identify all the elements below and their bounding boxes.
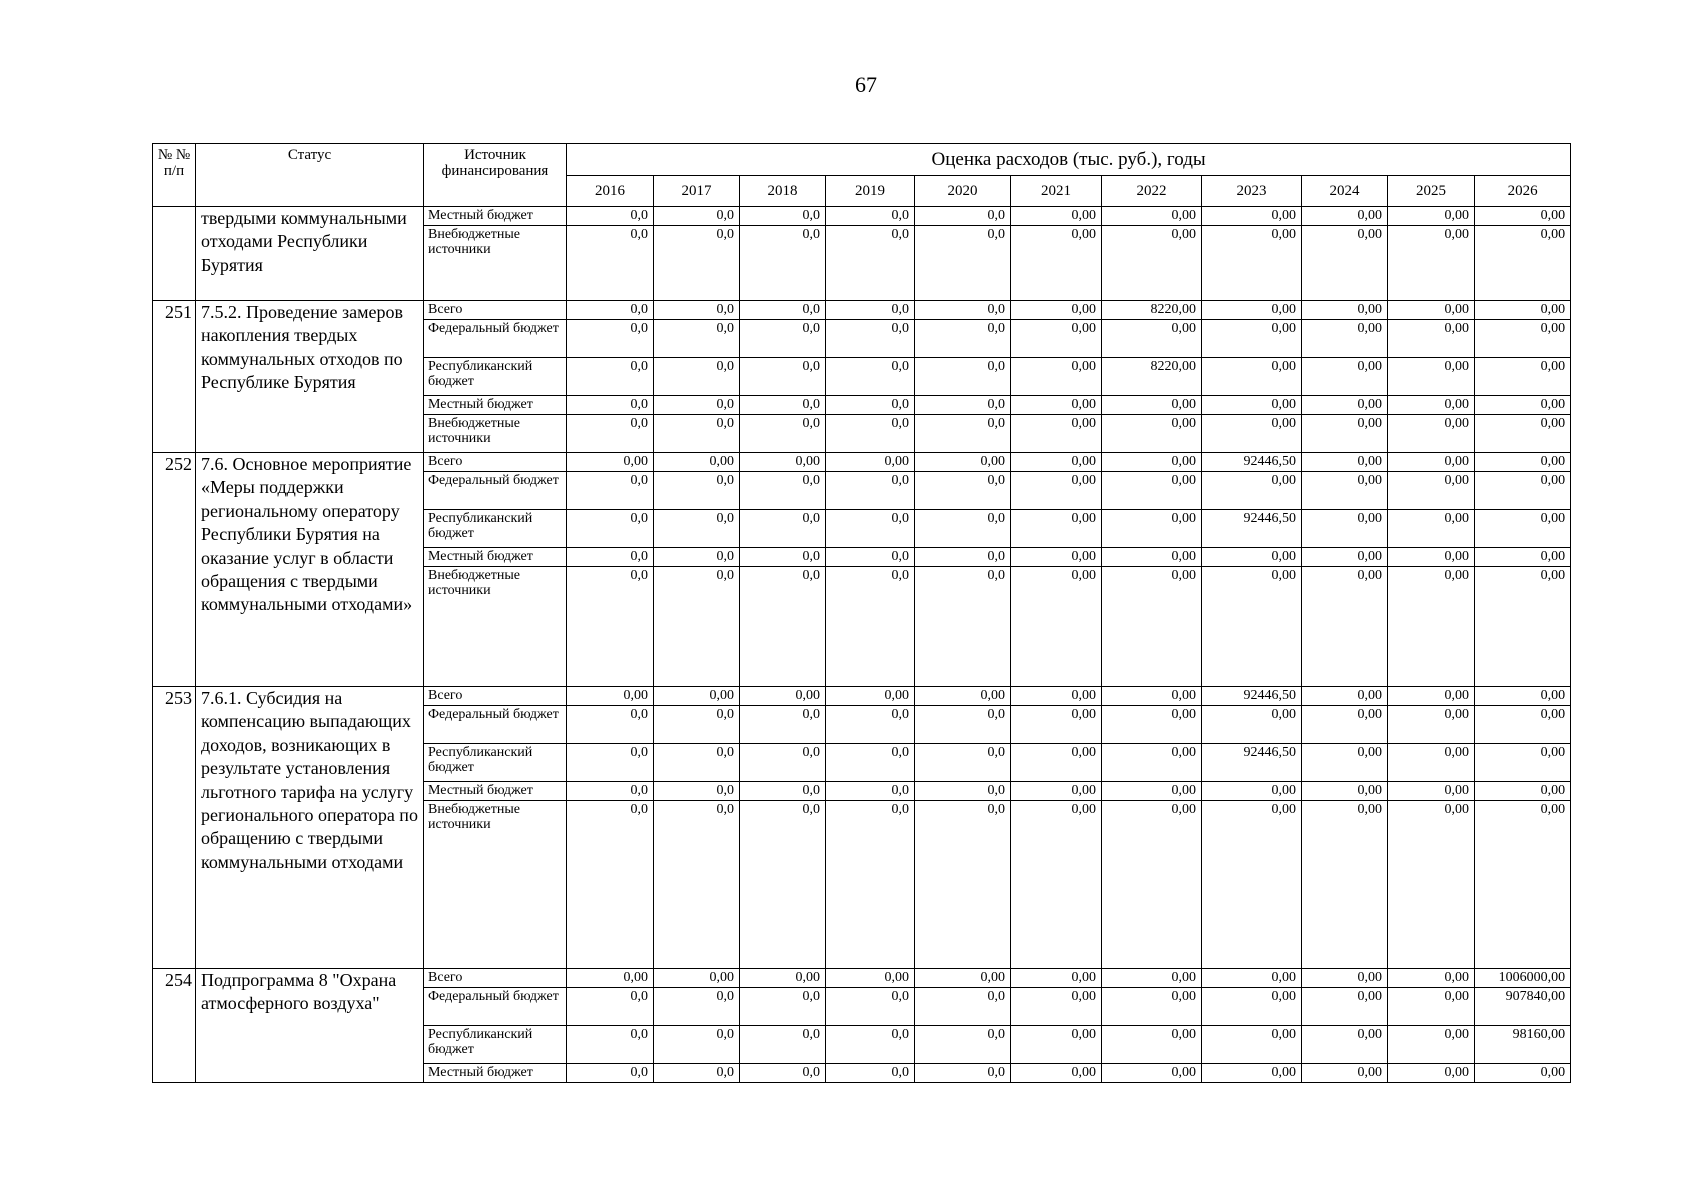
funding-source: Федеральный бюджет bbox=[424, 706, 567, 744]
value-cell: 0,0 bbox=[915, 988, 1011, 1026]
value-cell: 0,0 bbox=[740, 226, 826, 301]
value-cell: 0,0 bbox=[915, 1064, 1011, 1083]
value-cell: 98160,00 bbox=[1475, 1026, 1571, 1064]
funding-source: Внебюджетные источники bbox=[424, 415, 567, 453]
table-header bbox=[153, 144, 1571, 207]
value-cell: 0,00 bbox=[1475, 567, 1571, 687]
funding-source: Внебюджетные источники bbox=[424, 567, 567, 687]
status-cell: Подпрограмма 8 "Охрана атмосферного воздуха" bbox=[196, 969, 424, 1083]
value-cell: 0,00 bbox=[1388, 801, 1475, 969]
value-cell: 0,0 bbox=[740, 301, 826, 320]
value-cell: 0,00 bbox=[1302, 1064, 1388, 1083]
header-year: 2022 bbox=[1102, 176, 1202, 207]
value-cell: 0,0 bbox=[567, 358, 654, 396]
value-cell: 0,00 bbox=[1388, 744, 1475, 782]
value-cell: 0,0 bbox=[915, 415, 1011, 453]
value-cell: 0,0 bbox=[826, 1026, 915, 1064]
value-cell: 0,0 bbox=[826, 706, 915, 744]
header-year: 2018 bbox=[740, 176, 826, 207]
value-cell: 92446,50 bbox=[1202, 510, 1302, 548]
value-cell: 0,00 bbox=[1011, 548, 1102, 567]
value-cell: 0,00 bbox=[1011, 744, 1102, 782]
value-cell: 0,00 bbox=[1388, 415, 1475, 453]
value-cell: 0,00 bbox=[1302, 207, 1388, 226]
value-cell: 0,00 bbox=[915, 453, 1011, 472]
value-cell: 0,0 bbox=[740, 988, 826, 1026]
value-cell: 0,0 bbox=[654, 782, 740, 801]
value-cell: 0,0 bbox=[654, 706, 740, 744]
value-cell: 0,00 bbox=[1388, 687, 1475, 706]
value-cell: 0,0 bbox=[654, 320, 740, 358]
value-cell: 0,00 bbox=[1302, 969, 1388, 988]
value-cell: 0,00 bbox=[1302, 567, 1388, 687]
value-cell: 0,00 bbox=[1102, 1026, 1202, 1064]
value-cell: 0,0 bbox=[740, 567, 826, 687]
status-cell: 7.6.1. Субсидия на компенсацию выпадающих доходов, возникающих в результате установления льготного тарифа на услугу регионального оператора по обращению с твердыми коммунальными отходами bbox=[196, 687, 424, 969]
value-cell: 0,0 bbox=[915, 358, 1011, 396]
value-cell: 0,0 bbox=[567, 320, 654, 358]
value-cell: 0,0 bbox=[654, 396, 740, 415]
value-cell: 0,00 bbox=[1011, 988, 1102, 1026]
value-cell: 0,00 bbox=[1202, 548, 1302, 567]
value-cell: 0,0 bbox=[740, 782, 826, 801]
value-cell: 0,00 bbox=[1388, 358, 1475, 396]
value-cell: 0,00 bbox=[1102, 453, 1202, 472]
value-cell: 0,00 bbox=[1102, 988, 1202, 1026]
value-cell: 0,0 bbox=[654, 988, 740, 1026]
funding-source: Всего bbox=[424, 301, 567, 320]
row-number: 254 bbox=[153, 969, 196, 1083]
funding-source: Республиканский бюджет bbox=[424, 1026, 567, 1064]
value-cell: 0,00 bbox=[1011, 687, 1102, 706]
value-cell: 0,00 bbox=[1202, 396, 1302, 415]
value-cell: 0,00 bbox=[1202, 358, 1302, 396]
value-cell: 0,00 bbox=[1475, 510, 1571, 548]
row-number: 253 bbox=[153, 687, 196, 969]
value-cell: 0,00 bbox=[1011, 969, 1102, 988]
value-cell: 0,0 bbox=[567, 1064, 654, 1083]
table-body bbox=[153, 207, 1571, 1083]
value-cell: 0,00 bbox=[1475, 226, 1571, 301]
value-cell: 0,0 bbox=[740, 320, 826, 358]
value-cell: 0,00 bbox=[1475, 207, 1571, 226]
value-cell: 0,00 bbox=[1011, 226, 1102, 301]
value-cell: 0,00 bbox=[1388, 472, 1475, 510]
header-source: Источник финансирования bbox=[424, 144, 567, 207]
value-cell: 0,0 bbox=[740, 396, 826, 415]
value-cell: 0,00 bbox=[1302, 1026, 1388, 1064]
value-cell: 0,0 bbox=[654, 1064, 740, 1083]
value-cell: 0,0 bbox=[826, 988, 915, 1026]
value-cell: 0,00 bbox=[1302, 706, 1388, 744]
value-cell: 0,00 bbox=[1102, 782, 1202, 801]
value-cell: 0,00 bbox=[1011, 396, 1102, 415]
value-cell: 0,00 bbox=[1011, 301, 1102, 320]
value-cell: 0,00 bbox=[1475, 396, 1571, 415]
value-cell: 0,00 bbox=[1475, 415, 1571, 453]
value-cell: 0,00 bbox=[1388, 706, 1475, 744]
value-cell: 0,00 bbox=[1388, 207, 1475, 226]
value-cell: 0,00 bbox=[1011, 207, 1102, 226]
value-cell: 0,00 bbox=[1475, 1064, 1571, 1083]
value-cell: 0,0 bbox=[654, 510, 740, 548]
value-cell: 0,00 bbox=[1202, 207, 1302, 226]
value-cell: 0,0 bbox=[915, 396, 1011, 415]
value-cell: 0,00 bbox=[1011, 567, 1102, 687]
funding-source: Республиканский бюджет bbox=[424, 510, 567, 548]
value-cell: 0,0 bbox=[915, 472, 1011, 510]
value-cell: 0,00 bbox=[1302, 548, 1388, 567]
value-cell: 0,0 bbox=[740, 1026, 826, 1064]
value-cell: 0,00 bbox=[1388, 782, 1475, 801]
value-cell: 0,00 bbox=[1302, 226, 1388, 301]
funding-source: Федеральный бюджет bbox=[424, 988, 567, 1026]
value-cell: 0,0 bbox=[826, 415, 915, 453]
value-cell: 0,0 bbox=[915, 782, 1011, 801]
header-year: 2026 bbox=[1475, 176, 1571, 207]
value-cell: 0,00 bbox=[1202, 415, 1302, 453]
value-cell: 0,00 bbox=[1388, 453, 1475, 472]
value-cell: 0,00 bbox=[1102, 1064, 1202, 1083]
value-cell: 0,00 bbox=[1302, 320, 1388, 358]
value-cell: 0,00 bbox=[1102, 687, 1202, 706]
funding-source: Внебюджетные источники bbox=[424, 801, 567, 969]
funding-source: Всего bbox=[424, 453, 567, 472]
value-cell: 0,00 bbox=[1102, 510, 1202, 548]
value-cell: 0,00 bbox=[1475, 687, 1571, 706]
value-cell: 0,00 bbox=[1302, 472, 1388, 510]
value-cell: 0,00 bbox=[915, 969, 1011, 988]
value-cell: 0,0 bbox=[567, 706, 654, 744]
value-cell: 0,0 bbox=[826, 207, 915, 226]
value-cell: 0,0 bbox=[740, 801, 826, 969]
value-cell: 0,00 bbox=[1475, 453, 1571, 472]
value-cell: 0,0 bbox=[567, 782, 654, 801]
value-cell: 0,00 bbox=[1102, 706, 1202, 744]
value-cell: 0,0 bbox=[567, 226, 654, 301]
value-cell: 0,0 bbox=[826, 226, 915, 301]
value-cell: 0,00 bbox=[1102, 801, 1202, 969]
value-cell: 0,0 bbox=[567, 548, 654, 567]
value-cell: 0,0 bbox=[826, 548, 915, 567]
value-cell: 0,0 bbox=[654, 744, 740, 782]
value-cell: 0,00 bbox=[1388, 226, 1475, 301]
table-row bbox=[153, 453, 1571, 472]
value-cell: 0,00 bbox=[1388, 567, 1475, 687]
value-cell: 0,00 bbox=[654, 453, 740, 472]
header-year: 2021 bbox=[1011, 176, 1102, 207]
value-cell: 92446,50 bbox=[1202, 744, 1302, 782]
value-cell: 0,0 bbox=[654, 548, 740, 567]
value-cell: 0,00 bbox=[1102, 415, 1202, 453]
value-cell: 0,0 bbox=[826, 567, 915, 687]
value-cell: 0,0 bbox=[567, 744, 654, 782]
funding-source: Республиканский бюджет bbox=[424, 358, 567, 396]
value-cell: 0,0 bbox=[915, 226, 1011, 301]
value-cell: 0,00 bbox=[1011, 782, 1102, 801]
value-cell: 0,00 bbox=[654, 687, 740, 706]
value-cell: 0,00 bbox=[1202, 706, 1302, 744]
value-cell: 0,0 bbox=[826, 320, 915, 358]
value-cell: 0,00 bbox=[1102, 207, 1202, 226]
value-cell: 0,0 bbox=[654, 567, 740, 687]
value-cell: 0,00 bbox=[1388, 988, 1475, 1026]
header-year: 2025 bbox=[1388, 176, 1475, 207]
value-cell: 0,00 bbox=[1475, 358, 1571, 396]
value-cell: 0,00 bbox=[1388, 969, 1475, 988]
header-number: № № п/п bbox=[153, 144, 196, 207]
row-number: 252 bbox=[153, 453, 196, 687]
value-cell: 0,0 bbox=[826, 510, 915, 548]
value-cell: 0,00 bbox=[1302, 453, 1388, 472]
value-cell: 0,0 bbox=[740, 744, 826, 782]
value-cell: 0,00 bbox=[1475, 472, 1571, 510]
value-cell: 0,00 bbox=[1475, 320, 1571, 358]
value-cell: 0,0 bbox=[654, 1026, 740, 1064]
value-cell: 0,00 bbox=[1202, 472, 1302, 510]
value-cell: 0,00 bbox=[1202, 320, 1302, 358]
funding-source: Местный бюджет bbox=[424, 1064, 567, 1083]
value-cell: 0,0 bbox=[740, 415, 826, 453]
table-row bbox=[153, 207, 1571, 226]
value-cell: 0,00 bbox=[1302, 782, 1388, 801]
value-cell: 0,00 bbox=[1302, 358, 1388, 396]
value-cell: 0,00 bbox=[1202, 567, 1302, 687]
value-cell: 0,00 bbox=[1102, 320, 1202, 358]
value-cell: 0,0 bbox=[915, 510, 1011, 548]
header-year: 2020 bbox=[915, 176, 1011, 207]
funding-source: Местный бюджет bbox=[424, 548, 567, 567]
value-cell: 0,00 bbox=[1475, 782, 1571, 801]
value-cell: 907840,00 bbox=[1475, 988, 1571, 1026]
value-cell: 0,00 bbox=[1011, 801, 1102, 969]
value-cell: 0,00 bbox=[654, 969, 740, 988]
value-cell: 0,0 bbox=[915, 320, 1011, 358]
value-cell: 0,00 bbox=[1388, 548, 1475, 567]
value-cell: 0,00 bbox=[826, 969, 915, 988]
value-cell: 0,0 bbox=[826, 1064, 915, 1083]
value-cell: 0,00 bbox=[826, 453, 915, 472]
value-cell: 0,00 bbox=[1011, 453, 1102, 472]
value-cell: 0,00 bbox=[1202, 301, 1302, 320]
value-cell: 0,00 bbox=[1202, 801, 1302, 969]
value-cell: 0,00 bbox=[1302, 744, 1388, 782]
funding-source: Местный бюджет bbox=[424, 207, 567, 226]
value-cell: 0,00 bbox=[826, 687, 915, 706]
value-cell: 0,00 bbox=[1475, 801, 1571, 969]
value-cell: 0,00 bbox=[1011, 415, 1102, 453]
value-cell: 0,00 bbox=[1302, 510, 1388, 548]
value-cell: 0,0 bbox=[567, 415, 654, 453]
value-cell: 0,0 bbox=[740, 510, 826, 548]
value-cell: 0,00 bbox=[1011, 706, 1102, 744]
header-expenditure-title: Оценка расходов (тыс. руб.), годы bbox=[567, 144, 1571, 176]
header-status: Статус bbox=[196, 144, 424, 207]
value-cell: 0,00 bbox=[1302, 687, 1388, 706]
table-row bbox=[153, 969, 1571, 988]
funding-source: Всего bbox=[424, 969, 567, 988]
value-cell: 0,0 bbox=[915, 801, 1011, 969]
value-cell: 0,0 bbox=[567, 207, 654, 226]
value-cell: 0,0 bbox=[826, 301, 915, 320]
value-cell: 0,0 bbox=[654, 415, 740, 453]
value-cell: 0,0 bbox=[915, 567, 1011, 687]
value-cell: 0,00 bbox=[1102, 567, 1202, 687]
value-cell: 0,00 bbox=[740, 969, 826, 988]
value-cell: 0,00 bbox=[1302, 415, 1388, 453]
value-cell: 0,00 bbox=[740, 453, 826, 472]
value-cell: 0,00 bbox=[567, 969, 654, 988]
value-cell: 0,00 bbox=[1202, 782, 1302, 801]
value-cell: 0,00 bbox=[1202, 1064, 1302, 1083]
value-cell: 0,0 bbox=[567, 801, 654, 969]
value-cell: 0,0 bbox=[654, 358, 740, 396]
value-cell: 0,00 bbox=[1202, 969, 1302, 988]
header-year: 2023 bbox=[1202, 176, 1302, 207]
funding-source: Республиканский бюджет bbox=[424, 744, 567, 782]
funding-source: Местный бюджет bbox=[424, 782, 567, 801]
value-cell: 0,0 bbox=[915, 548, 1011, 567]
value-cell: 0,00 bbox=[1302, 801, 1388, 969]
funding-source: Местный бюджет bbox=[424, 396, 567, 415]
value-cell: 0,0 bbox=[826, 358, 915, 396]
value-cell: 0,00 bbox=[1475, 548, 1571, 567]
value-cell: 0,00 bbox=[1388, 1026, 1475, 1064]
value-cell: 92446,50 bbox=[1202, 453, 1302, 472]
funding-source: Всего bbox=[424, 687, 567, 706]
value-cell: 0,0 bbox=[567, 1026, 654, 1064]
expenditure-table bbox=[152, 143, 1571, 1083]
value-cell: 0,00 bbox=[1475, 744, 1571, 782]
value-cell: 0,00 bbox=[1102, 226, 1202, 301]
value-cell: 0,0 bbox=[654, 301, 740, 320]
value-cell: 0,0 bbox=[567, 472, 654, 510]
value-cell: 0,0 bbox=[567, 567, 654, 687]
value-cell: 0,00 bbox=[567, 453, 654, 472]
value-cell: 0,00 bbox=[1202, 1026, 1302, 1064]
value-cell: 0,0 bbox=[826, 801, 915, 969]
table-row bbox=[153, 687, 1571, 706]
status-cell: 7.6. Основное мероприятие «Меры поддержки региональному оператору Республики Бурятия на оказание услуг в области обращения с твердыми коммунальными отходами» bbox=[196, 453, 424, 687]
value-cell: 0,0 bbox=[740, 548, 826, 567]
value-cell: 0,0 bbox=[826, 396, 915, 415]
value-cell: 0,0 bbox=[654, 226, 740, 301]
value-cell: 0,0 bbox=[654, 472, 740, 510]
header-year: 2016 bbox=[567, 176, 654, 207]
value-cell: 0,00 bbox=[1302, 396, 1388, 415]
header-year: 2017 bbox=[654, 176, 740, 207]
value-cell: 0,0 bbox=[915, 207, 1011, 226]
header-year: 2024 bbox=[1302, 176, 1388, 207]
value-cell: 0,0 bbox=[915, 301, 1011, 320]
value-cell: 0,00 bbox=[1388, 510, 1475, 548]
value-cell: 0,0 bbox=[740, 207, 826, 226]
value-cell: 0,00 bbox=[915, 687, 1011, 706]
value-cell: 0,00 bbox=[1202, 988, 1302, 1026]
value-cell: 0,00 bbox=[1388, 396, 1475, 415]
value-cell: 0,00 bbox=[1011, 1064, 1102, 1083]
value-cell: 0,00 bbox=[1011, 472, 1102, 510]
value-cell: 0,0 bbox=[915, 1026, 1011, 1064]
value-cell: 0,00 bbox=[1102, 396, 1202, 415]
value-cell: 0,00 bbox=[1102, 472, 1202, 510]
value-cell: 0,0 bbox=[654, 801, 740, 969]
value-cell: 1006000,00 bbox=[1475, 969, 1571, 988]
value-cell: 0,0 bbox=[654, 207, 740, 226]
value-cell: 0,0 bbox=[740, 358, 826, 396]
value-cell: 8220,00 bbox=[1102, 301, 1202, 320]
value-cell: 0,0 bbox=[915, 744, 1011, 782]
value-cell: 0,00 bbox=[1302, 988, 1388, 1026]
funding-source: Федеральный бюджет bbox=[424, 320, 567, 358]
value-cell: 0,0 bbox=[567, 510, 654, 548]
value-cell: 0,00 bbox=[1011, 320, 1102, 358]
value-cell: 0,0 bbox=[740, 472, 826, 510]
value-cell: 0,00 bbox=[1011, 1026, 1102, 1064]
value-cell: 0,00 bbox=[1202, 226, 1302, 301]
value-cell: 0,00 bbox=[1388, 301, 1475, 320]
value-cell: 0,00 bbox=[1302, 301, 1388, 320]
value-cell: 0,00 bbox=[567, 687, 654, 706]
value-cell: 0,0 bbox=[740, 1064, 826, 1083]
status-cell: 7.5.2. Проведение замеров накопления твердых коммунальных отходов по Республике Бурятия bbox=[196, 301, 424, 453]
value-cell: 0,00 bbox=[1102, 548, 1202, 567]
value-cell: 0,0 bbox=[826, 744, 915, 782]
funding-source: Федеральный бюджет bbox=[424, 472, 567, 510]
value-cell: 0,00 bbox=[1102, 744, 1202, 782]
value-cell: 0,0 bbox=[915, 706, 1011, 744]
value-cell: 8220,00 bbox=[1102, 358, 1202, 396]
value-cell: 0,0 bbox=[826, 472, 915, 510]
value-cell: 0,0 bbox=[740, 706, 826, 744]
value-cell: 0,00 bbox=[1475, 706, 1571, 744]
row-number bbox=[153, 207, 196, 301]
value-cell: 0,00 bbox=[740, 687, 826, 706]
value-cell: 0,0 bbox=[567, 301, 654, 320]
page-number: 67 bbox=[855, 72, 877, 97]
value-cell: 0,0 bbox=[567, 396, 654, 415]
value-cell: 92446,50 bbox=[1202, 687, 1302, 706]
funding-source: Внебюджетные источники bbox=[424, 226, 567, 301]
header-year: 2019 bbox=[826, 176, 915, 207]
row-number: 251 bbox=[153, 301, 196, 453]
value-cell: 0,00 bbox=[1475, 301, 1571, 320]
value-cell: 0,00 bbox=[1011, 358, 1102, 396]
table-row bbox=[153, 301, 1571, 320]
status-cell: твердыми коммунальными отходами Республики Бурятия bbox=[196, 207, 424, 301]
value-cell: 0,00 bbox=[1388, 320, 1475, 358]
value-cell: 0,0 bbox=[826, 782, 915, 801]
value-cell: 0,00 bbox=[1388, 1064, 1475, 1083]
value-cell: 0,00 bbox=[1011, 510, 1102, 548]
value-cell: 0,00 bbox=[1102, 969, 1202, 988]
value-cell: 0,0 bbox=[567, 988, 654, 1026]
